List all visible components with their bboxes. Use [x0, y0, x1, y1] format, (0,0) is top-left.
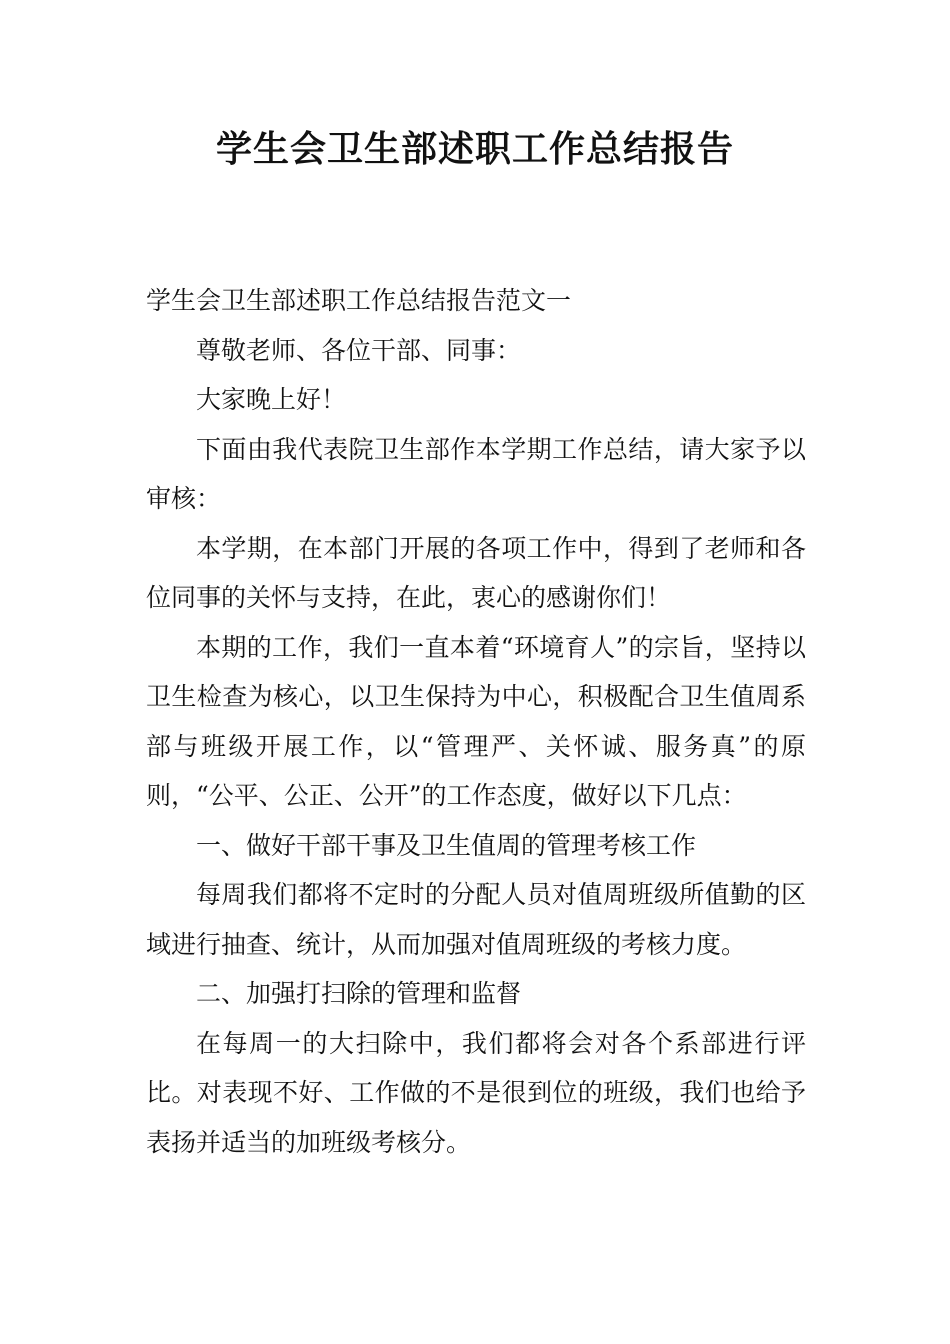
- subtitle-paragraph: 学生会卫生部述职工作总结报告范文一: [146, 286, 572, 315]
- thanks-paragraph: 本学期，在本部门开展的各项工作中，得到了老师和各位同事的关怀与支持，在此，衷心的感谢你们！: [146, 533, 806, 612]
- section-1-paragraph: 每周我们都将不定时的分配人员对值周班级所值勤的区域进行抽查、统计，从而加强对值周班级的考核力度。: [146, 880, 806, 959]
- intro-paragraph: 下面由我代表院卫生部作本学期工作总结，请大家予以审核：: [146, 434, 806, 513]
- greeting-paragraph: 大家晚上好！: [196, 385, 347, 414]
- section-2-paragraph: 在每周一的大扫除中，我们都将会对各个系部进行评比。对表现不好、工作做的不是很到位的班级，我们也给予表扬并适当的加班级考核分。: [146, 1028, 806, 1157]
- salutation-paragraph: 尊敬老师、各位干部、同事：: [196, 335, 522, 365]
- principles-paragraph: 本期的工作，我们一直本着“环境育人”的宗旨，坚持以卫生检查为核心，以卫生保持为中心，积极配合卫生值周系部与班级开展工作，以“管理严、关怀诚、服务真”的原则，“公平、公正、公开”的工作态度，做好以下几点：: [146, 632, 806, 810]
- section-heading-2: 二、加强打扫除的管理和监督: [196, 979, 522, 1008]
- document-body: [146, 276, 806, 1167]
- section-heading-1: 一、做好干部干事及卫生值周的管理考核工作: [196, 830, 697, 860]
- document-title: 学生会卫生部述职工作总结报告: [215, 129, 734, 170]
